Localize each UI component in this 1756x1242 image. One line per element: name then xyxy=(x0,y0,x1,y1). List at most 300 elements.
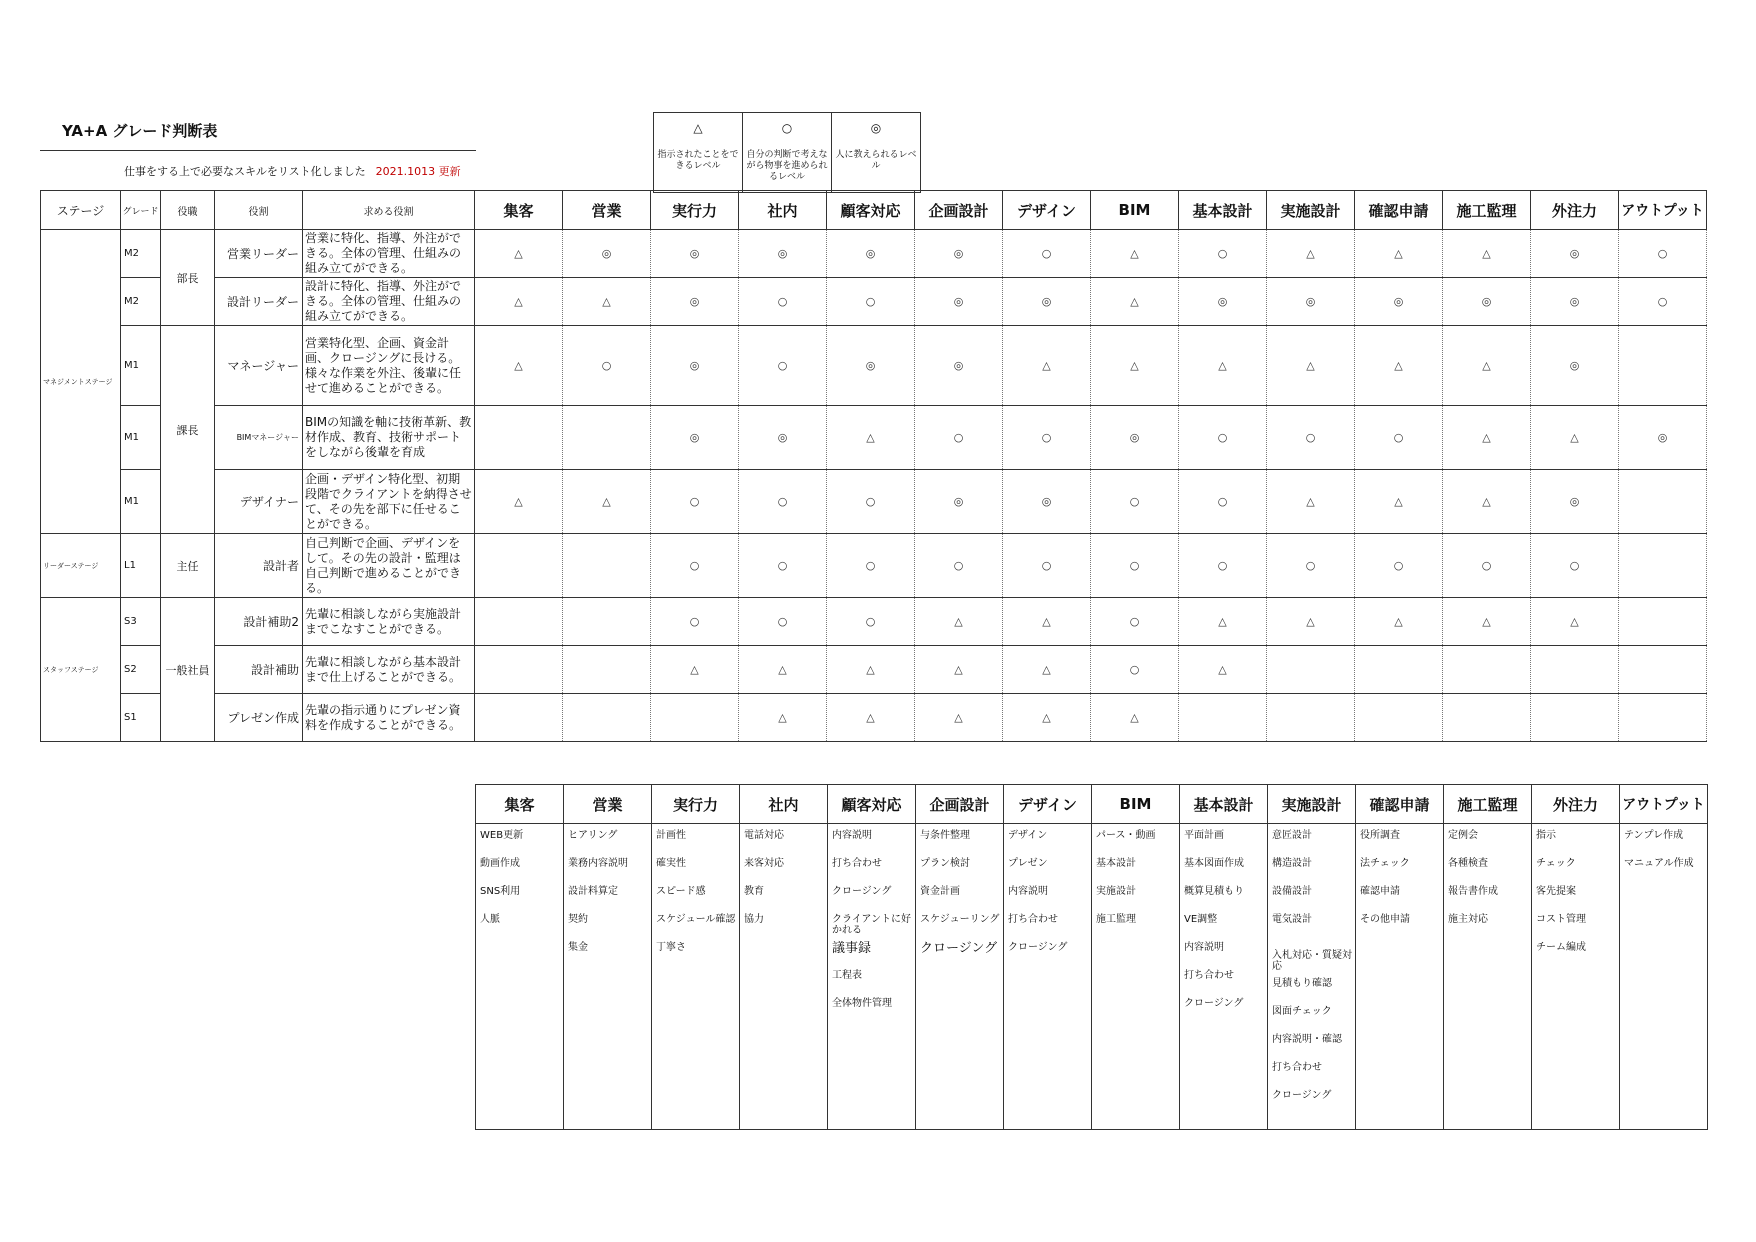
skill-item: 施主対応 xyxy=(1448,914,1488,925)
skill-level-cell: ◎ xyxy=(1531,278,1619,326)
skill-level-cell: △ xyxy=(1355,598,1443,646)
skill-level-cell: ○ xyxy=(739,470,827,534)
skill-level-cell: ○ xyxy=(563,326,651,406)
skill-level-cell xyxy=(563,646,651,694)
skill-items xyxy=(564,824,651,964)
skill-level-cell: ◎ xyxy=(563,230,651,278)
skill-item: スケジュール確認 xyxy=(656,914,736,925)
skill-item: クロージング xyxy=(1008,942,1068,953)
skill-level-cell xyxy=(563,598,651,646)
skill-level-cell: ○ xyxy=(827,470,915,534)
header-position: 役職 xyxy=(161,191,215,230)
legend-item xyxy=(654,113,743,193)
grade-cell: S2 xyxy=(121,646,161,694)
skill-item: 計画性 xyxy=(656,830,686,841)
skill-item: パース・動画 xyxy=(1096,830,1156,841)
skill-detail-heading: 外注力 xyxy=(1532,785,1620,824)
skill-level-cell: △ xyxy=(1003,646,1091,694)
skill-detail-heading: 社内 xyxy=(740,785,828,824)
required-role-cell: BIMの知識を軸に技術革新、教材作成、教育、技術サポートをしながら後輩を育成 xyxy=(303,406,475,470)
skill-level-cell xyxy=(1619,534,1707,598)
skill-item: プレゼン xyxy=(1008,858,1048,869)
skill-level-cell xyxy=(1355,646,1443,694)
skill-level-cell: ○ xyxy=(1619,230,1707,278)
role-cell: プレゼン作成 xyxy=(215,694,303,742)
skill-level-cell xyxy=(475,646,563,694)
skill-level-cell: △ xyxy=(827,646,915,694)
skill-level-cell: ◎ xyxy=(915,326,1003,406)
skill-level-cell: ○ xyxy=(1267,406,1355,470)
skill-item: 法チェック xyxy=(1360,858,1410,869)
skill-item: クロージング xyxy=(832,886,892,897)
required-role-cell: 自己判断で企画、デザインをして。その先の設計・監理は自己判断で進めることができる。 xyxy=(303,534,475,598)
skill-level-cell: ○ xyxy=(1355,534,1443,598)
header-stage: ステージ xyxy=(41,191,121,230)
skill-level-cell xyxy=(563,534,651,598)
skill-detail-heading: 集客 xyxy=(476,785,564,824)
skill-level-cell xyxy=(1619,646,1707,694)
skill-level-cell: ◎ xyxy=(1003,278,1091,326)
skill-item-list xyxy=(1444,824,1532,1130)
skill-item: その他申請 xyxy=(1360,914,1410,925)
skill-item: 丁寧さ xyxy=(656,942,686,953)
skill-header: 基本設計 xyxy=(1179,191,1267,230)
skill-header: 実行力 xyxy=(651,191,739,230)
skill-item-list xyxy=(1004,824,1092,1130)
skill-item: 打ち合わせ xyxy=(832,858,882,869)
skill-level-cell xyxy=(475,534,563,598)
grade-cell: L1 xyxy=(121,534,161,598)
skill-item-list xyxy=(1180,824,1268,1130)
skill-item: クロージング xyxy=(920,941,998,956)
skill-item-list xyxy=(740,824,828,1130)
skill-detail-heading: 営業 xyxy=(564,785,652,824)
skill-level-cell: ◎ xyxy=(1179,278,1267,326)
skill-item: チーム編成 xyxy=(1536,942,1586,953)
skill-header: 集客 xyxy=(475,191,563,230)
skill-item: 指示 xyxy=(1536,830,1556,841)
skill-level-cell: ◎ xyxy=(739,406,827,470)
matrix-row xyxy=(41,534,1707,598)
skill-level-cell: △ xyxy=(1267,470,1355,534)
skill-item: ヒアリング xyxy=(568,830,618,841)
skill-item: 基本設計 xyxy=(1096,858,1136,869)
stage-label: スタッフステージ xyxy=(41,598,121,742)
skill-header: BIM xyxy=(1091,191,1179,230)
skill-level-cell: △ xyxy=(1091,230,1179,278)
role-cell: 設計補助 xyxy=(215,646,303,694)
skill-level-cell: ○ xyxy=(1443,534,1531,598)
skill-item: 基本図面作成 xyxy=(1184,858,1244,869)
skill-item: 契約 xyxy=(568,914,588,925)
skill-level-cell: △ xyxy=(1443,406,1531,470)
skill-item: 来客対応 xyxy=(744,858,784,869)
skill-item: 施工監理 xyxy=(1096,914,1136,925)
subtitle-text: 仕事をする上で必要なスキルをリスト化しました xyxy=(124,165,366,178)
skill-item: クロージング xyxy=(1184,998,1244,1009)
stage-label: マネジメントステージ xyxy=(41,230,121,534)
skill-item: コスト管理 xyxy=(1536,914,1586,925)
skill-level-cell: △ xyxy=(1443,326,1531,406)
skill-items xyxy=(828,824,915,1020)
skill-header: 確認申請 xyxy=(1355,191,1443,230)
skill-level-cell: ◎ xyxy=(651,230,739,278)
skill-level-cell: △ xyxy=(563,470,651,534)
skill-level-cell: ○ xyxy=(1003,406,1091,470)
skill-level-cell: ◎ xyxy=(915,230,1003,278)
skill-level-cell xyxy=(1619,598,1707,646)
skill-level-cell: ○ xyxy=(1091,470,1179,534)
skill-item-list xyxy=(652,824,740,1130)
skill-header: 実施設計 xyxy=(1267,191,1355,230)
skill-item-list xyxy=(476,824,564,1130)
skill-level-cell xyxy=(475,598,563,646)
skill-item: WEB更新 xyxy=(480,830,524,841)
skill-level-cell xyxy=(651,694,739,742)
skill-level-cell: ○ xyxy=(1091,534,1179,598)
required-role-cell: 設計に特化、指導、外注ができる。全体の管理、仕組みの組み立てができる。 xyxy=(303,278,475,326)
skill-level-cell: △ xyxy=(1355,230,1443,278)
skill-item: クライアントに好かれる xyxy=(832,914,911,936)
skill-detail-heading: BIM xyxy=(1092,785,1180,824)
skill-level-cell: ○ xyxy=(1179,470,1267,534)
skill-level-cell: ◎ xyxy=(651,326,739,406)
skill-level-cell: △ xyxy=(1091,278,1179,326)
grade-cell: M2 xyxy=(121,230,161,278)
grade-cell: M1 xyxy=(121,470,161,534)
skill-level-cell xyxy=(475,694,563,742)
skill-detail-table xyxy=(475,784,1708,1130)
skill-detail-heading: 確認申請 xyxy=(1356,785,1444,824)
skill-level-cell: ○ xyxy=(651,598,739,646)
skill-items xyxy=(1268,824,1355,1112)
skill-level-cell: ◎ xyxy=(739,230,827,278)
skill-level-cell: ○ xyxy=(739,278,827,326)
title-divider xyxy=(40,150,476,151)
skill-item: 議事録 xyxy=(832,941,872,956)
skill-level-cell: △ xyxy=(739,646,827,694)
position-cell: 一般社員 xyxy=(161,598,215,742)
skill-item: 意匠設計 xyxy=(1272,830,1312,841)
skill-level-cell: △ xyxy=(475,278,563,326)
legend-text: 指示されたことをできるレベル xyxy=(657,150,739,171)
skill-level-cell: △ xyxy=(475,470,563,534)
skill-item: 打ち合わせ xyxy=(1184,970,1234,981)
skill-header: 施工監理 xyxy=(1443,191,1531,230)
grade-cell: M2 xyxy=(121,278,161,326)
skill-item: 打ち合わせ xyxy=(1272,1062,1322,1073)
skill-level-cell: ◎ xyxy=(1531,230,1619,278)
skill-level-cell: ○ xyxy=(1003,230,1091,278)
skill-item: 集金 xyxy=(568,942,588,953)
grade-cell: S3 xyxy=(121,598,161,646)
skill-level-cell: ○ xyxy=(739,326,827,406)
skill-item: 報告書作成 xyxy=(1448,886,1498,897)
update-date: 2021.1013 更新 xyxy=(375,165,461,178)
skill-item: 与条件整理 xyxy=(920,830,970,841)
skill-items xyxy=(916,824,1003,964)
level-symbol: ◎ xyxy=(870,121,882,135)
page-subtitle xyxy=(124,163,461,179)
skill-level-cell xyxy=(563,406,651,470)
skill-level-cell: △ xyxy=(1267,598,1355,646)
skill-item: 工程表 xyxy=(832,970,862,981)
skill-level-cell: △ xyxy=(475,326,563,406)
skill-item: 各種検査 xyxy=(1448,858,1488,869)
skill-item: クロージング xyxy=(1272,1090,1332,1101)
skill-items xyxy=(476,824,563,936)
skill-level-cell: ○ xyxy=(1531,534,1619,598)
stage-label: リーダーステージ xyxy=(41,534,121,598)
level-symbol: ○ xyxy=(781,121,793,135)
skill-level-cell: △ xyxy=(1443,598,1531,646)
skill-detail-heading: 企画設計 xyxy=(916,785,1004,824)
required-role-cell: 先輩に相談しながら基本設計まで仕上げることができる。 xyxy=(303,646,475,694)
skill-item: 定例会 xyxy=(1448,830,1478,841)
required-role-cell: 先輩の指示通りにプレゼン資料を作成することができる。 xyxy=(303,694,475,742)
role-cell: 営業リーダー xyxy=(215,230,303,278)
skill-items xyxy=(1004,824,1091,964)
matrix-row xyxy=(41,646,1707,694)
skill-item: 内容説明 xyxy=(1184,942,1224,953)
position-cell: 主任 xyxy=(161,534,215,598)
skill-item: 見積もり確認 xyxy=(1272,978,1332,989)
skill-level-cell xyxy=(1531,694,1619,742)
grade-cell: S1 xyxy=(121,694,161,742)
matrix-row xyxy=(41,326,1707,406)
skill-detail-items xyxy=(476,824,1708,1130)
matrix-row xyxy=(41,230,1707,278)
skill-item: 概算見積もり xyxy=(1184,886,1244,897)
skill-detail-heading: 顧客対応 xyxy=(828,785,916,824)
header-required-role: 求める役割 xyxy=(303,191,475,230)
skill-item: 確認申請 xyxy=(1360,886,1400,897)
legend-item xyxy=(832,113,921,193)
header-role: 役割 xyxy=(215,191,303,230)
matrix-row xyxy=(41,278,1707,326)
skill-level-cell: ◎ xyxy=(827,326,915,406)
skill-item: 協力 xyxy=(744,914,764,925)
skill-level-cell: ◎ xyxy=(827,230,915,278)
legend-text: 人に教えられるレベル xyxy=(835,150,917,171)
skill-level-cell: ○ xyxy=(1091,646,1179,694)
skill-level-cell: △ xyxy=(1531,598,1619,646)
level-symbol: △ xyxy=(693,121,703,135)
position-cell: 課長 xyxy=(161,326,215,534)
skill-detail-heading: 実施設計 xyxy=(1268,785,1356,824)
role-cell: マネージャー xyxy=(215,326,303,406)
skill-item-list xyxy=(1356,824,1444,1130)
skill-level-cell: △ xyxy=(1179,646,1267,694)
skill-item: 入札対応・質疑対応 xyxy=(1272,950,1352,972)
skill-level-cell: ◎ xyxy=(1267,278,1355,326)
skill-level-cell: ○ xyxy=(827,278,915,326)
skill-level-cell: ○ xyxy=(1003,534,1091,598)
skill-level-cell: ○ xyxy=(915,534,1003,598)
skill-level-cell: △ xyxy=(1003,694,1091,742)
required-role-cell: 企画・デザイン特化型、初期段階でクライアントを納得させて、その先を部下に任せることができる。 xyxy=(303,470,475,534)
skill-level-cell xyxy=(1531,646,1619,694)
skill-level-cell xyxy=(1619,326,1707,406)
skill-level-cell: △ xyxy=(827,406,915,470)
skill-level-cell xyxy=(563,694,651,742)
page-title: YA+A グレード判断表 xyxy=(62,122,218,140)
matrix-row xyxy=(41,470,1707,534)
skill-level-cell: △ xyxy=(1531,406,1619,470)
skill-level-cell: △ xyxy=(739,694,827,742)
skill-items xyxy=(1532,824,1619,964)
skill-detail-heading: デザイン xyxy=(1004,785,1092,824)
skill-item: 設計料算定 xyxy=(568,886,618,897)
skill-header: 外注力 xyxy=(1531,191,1619,230)
skill-item: 役所調査 xyxy=(1360,830,1400,841)
skill-item-list xyxy=(1620,824,1708,1130)
skill-header: 企画設計 xyxy=(915,191,1003,230)
skill-level-cell: △ xyxy=(1003,326,1091,406)
skill-level-cell: ○ xyxy=(739,598,827,646)
skill-level-cell: ○ xyxy=(1091,598,1179,646)
skill-level-cell: △ xyxy=(651,646,739,694)
matrix-row xyxy=(41,694,1707,742)
skill-item: 客先提案 xyxy=(1536,886,1576,897)
skill-level-cell xyxy=(1619,470,1707,534)
skill-item: 資金計画 xyxy=(920,886,960,897)
legend-item xyxy=(743,113,832,193)
role-cell: 設計補助2 xyxy=(215,598,303,646)
skill-detail-heading: アウトプット xyxy=(1620,785,1708,824)
skill-detail-heading: 実行力 xyxy=(652,785,740,824)
grade-cell: M1 xyxy=(121,406,161,470)
skill-level-cell: △ xyxy=(1267,230,1355,278)
skill-level-cell: ◎ xyxy=(1531,470,1619,534)
skill-item-list xyxy=(1268,824,1356,1130)
skill-level-cell xyxy=(1443,646,1531,694)
skill-level-cell xyxy=(475,406,563,470)
skill-detail-heading: 基本設計 xyxy=(1180,785,1268,824)
skill-item: VE調整 xyxy=(1184,914,1218,925)
skill-level-cell: △ xyxy=(1179,598,1267,646)
skill-item: デザイン xyxy=(1008,830,1048,841)
skill-level-cell: △ xyxy=(563,278,651,326)
skill-level-cell: △ xyxy=(915,598,1003,646)
required-role-cell: 先輩に相談しながら実施設計までこなすことができる。 xyxy=(303,598,475,646)
required-role-cell: 営業に特化、指導、外注ができる。全体の管理、仕組みの組み立てができる。 xyxy=(303,230,475,278)
skill-level-cell: ○ xyxy=(915,406,1003,470)
skill-item: 内容説明 xyxy=(1008,886,1048,897)
required-role-cell: 営業特化型、企画、資金計画、クロージングに長ける。様々な作業を外注、後輩に任せて進めることができる。 xyxy=(303,326,475,406)
skill-level-cell: △ xyxy=(475,230,563,278)
skill-level-cell: △ xyxy=(1443,470,1531,534)
skill-level-cell: ○ xyxy=(1267,534,1355,598)
skill-level-cell: ◎ xyxy=(651,406,739,470)
skill-level-cell: ○ xyxy=(651,534,739,598)
skill-level-cell: ◎ xyxy=(915,278,1003,326)
skill-item: 電話対応 xyxy=(744,830,784,841)
skill-items xyxy=(740,824,827,936)
skill-item: 動画作成 xyxy=(480,858,520,869)
skill-level-cell xyxy=(1355,694,1443,742)
grade-cell: M1 xyxy=(121,326,161,406)
skill-item: 平面計画 xyxy=(1184,830,1224,841)
matrix-row xyxy=(41,406,1707,470)
skill-level-cell: △ xyxy=(1443,230,1531,278)
position-cell: 部長 xyxy=(161,230,215,326)
skill-item: 電気設計 xyxy=(1272,914,1312,925)
skill-item: 図面チェック xyxy=(1272,1006,1332,1017)
skill-level-cell xyxy=(1619,694,1707,742)
skill-level-cell: △ xyxy=(915,646,1003,694)
skill-header: 顧客対応 xyxy=(827,191,915,230)
skill-header: 社内 xyxy=(739,191,827,230)
skill-items xyxy=(1356,824,1443,936)
skill-level-cell: △ xyxy=(1267,326,1355,406)
skill-item-list xyxy=(564,824,652,1130)
skill-level-cell: ○ xyxy=(1619,278,1707,326)
skill-level-cell: △ xyxy=(1355,326,1443,406)
legend-text: 自分の判断で考えながら物事を進められるレベル xyxy=(746,150,828,182)
skill-item: マニュアル作成 xyxy=(1624,858,1694,869)
skill-level-cell: △ xyxy=(827,694,915,742)
skill-level-cell: ○ xyxy=(1179,230,1267,278)
skill-items xyxy=(1620,824,1707,880)
skill-item: チェック xyxy=(1536,858,1576,869)
skill-item: プラン検討 xyxy=(920,858,970,869)
skill-level-cell: △ xyxy=(915,694,1003,742)
role-cell: 設計リーダー xyxy=(215,278,303,326)
skill-item-list xyxy=(1092,824,1180,1130)
skill-item: 全体物件管理 xyxy=(832,998,892,1009)
role-cell: 設計者 xyxy=(215,534,303,598)
skill-level-cell: ◎ xyxy=(1003,470,1091,534)
skill-detail-header xyxy=(476,785,1708,824)
skill-item: 構造設計 xyxy=(1272,858,1312,869)
skill-level-cell: △ xyxy=(1003,598,1091,646)
skill-item: テンプレ作成 xyxy=(1624,830,1684,841)
role-cell: BIMマネージャー xyxy=(215,406,303,470)
skill-level-cell: ○ xyxy=(1355,406,1443,470)
skill-header: アウトプット xyxy=(1619,191,1707,230)
skill-item: 実施設計 xyxy=(1096,886,1136,897)
header-grade: グレード xyxy=(121,191,161,230)
matrix-header xyxy=(41,191,1707,230)
skill-level-cell: ◎ xyxy=(1443,278,1531,326)
skill-level-cell: ◎ xyxy=(1531,326,1619,406)
skill-item-list xyxy=(828,824,916,1130)
skill-items xyxy=(1444,824,1531,936)
skill-level-cell: ○ xyxy=(827,534,915,598)
skill-level-cell: ○ xyxy=(739,534,827,598)
role-cell: デザイナー xyxy=(215,470,303,534)
skill-item: 打ち合わせ xyxy=(1008,914,1058,925)
skill-level-cell xyxy=(1179,694,1267,742)
skill-level-cell xyxy=(1443,694,1531,742)
skill-item: スケジューリング xyxy=(920,914,1000,925)
skill-item: 内容説明 xyxy=(832,830,872,841)
level-legend xyxy=(653,112,921,193)
skill-level-cell: ◎ xyxy=(915,470,1003,534)
matrix-row xyxy=(41,598,1707,646)
skill-level-cell: ◎ xyxy=(651,278,739,326)
skill-item: 確実性 xyxy=(656,858,686,869)
skill-level-cell: ◎ xyxy=(1091,406,1179,470)
skill-item-list xyxy=(916,824,1004,1130)
skill-level-cell: ○ xyxy=(1179,406,1267,470)
skill-level-cell: △ xyxy=(1091,694,1179,742)
skill-item: 設備設計 xyxy=(1272,886,1312,897)
grade-matrix xyxy=(40,190,1707,742)
skill-level-cell: △ xyxy=(1179,326,1267,406)
skill-level-cell xyxy=(1267,694,1355,742)
